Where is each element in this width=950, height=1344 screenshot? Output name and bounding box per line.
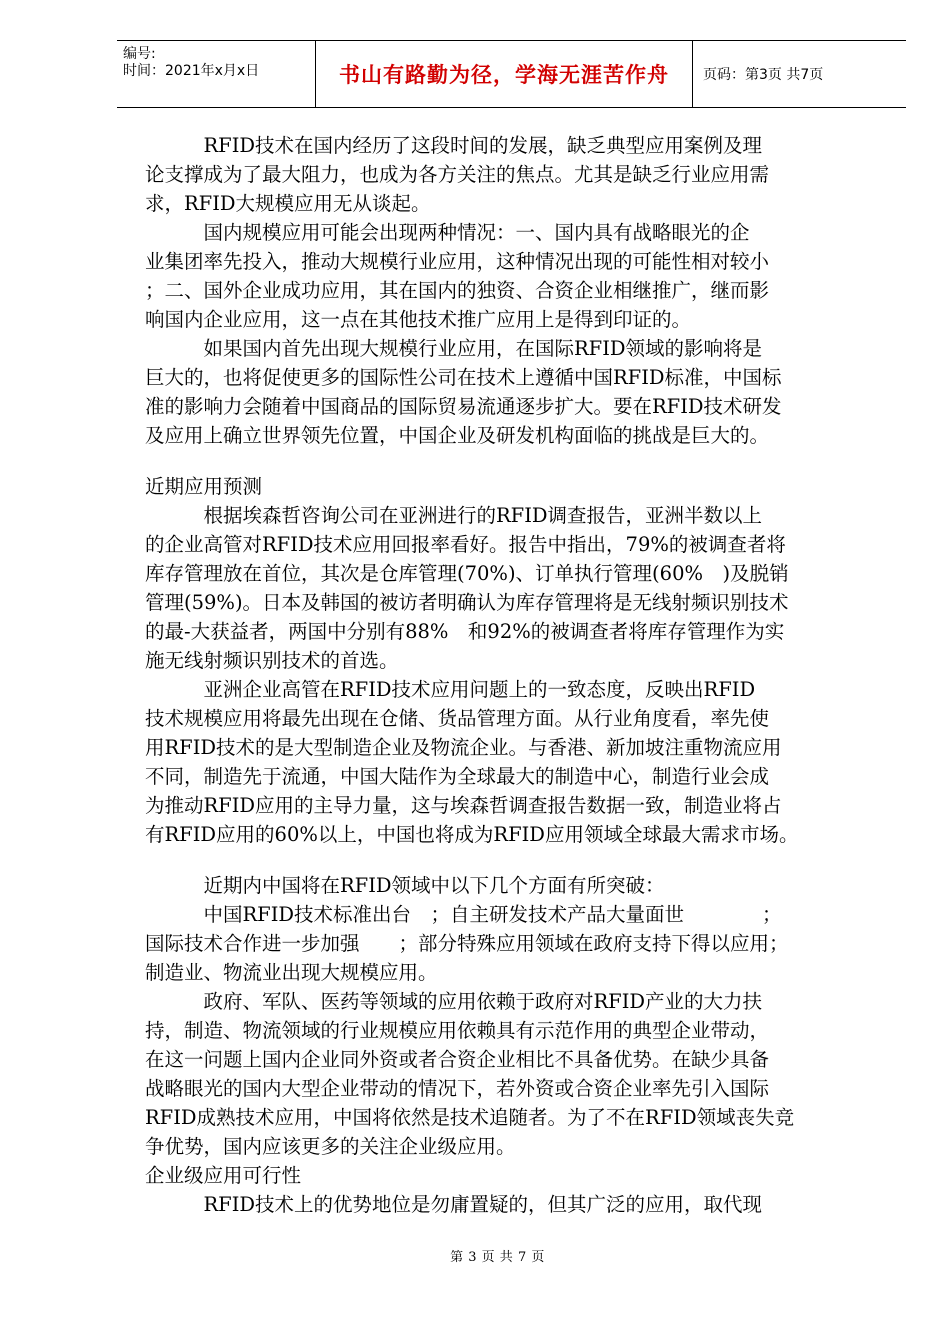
text-line: 技术规模应用将最先出现在仓储、货品管理方面。从行业角度看，率先使 — [145, 707, 770, 730]
text-line: 及应用上确立世界领先位置，中国企业及研发机构面临的挑战是巨大的。 — [145, 424, 770, 447]
text-line: 有RFID应用的60%以上，中国也将成为RFID应用领域全球最大需求市场。 — [145, 823, 799, 846]
paragraph-gap — [145, 450, 872, 472]
text-line: 国际技术合作进一步加强 ；部分特殊应用领域在政府支持下得以应用； — [145, 932, 789, 955]
text-line: 的企业高管对RFID技术应用回报率看好。报告中指出，79%的被调查者将 — [145, 533, 786, 556]
text-line: 如果国内首先出现大规模行业应用，在国际RFID领域的影响将是 — [145, 337, 763, 360]
text-line: 争优势，国内应该更多的关注企业级应用。 — [145, 1135, 516, 1158]
text-line: 亚洲企业高管在RFID技术应用问题上的一致态度，反映出RFID — [145, 678, 756, 701]
text-line: 库存管理放在首位，其次是仓库管理(70%)、订单执行管理(60% )及脱销 — [145, 562, 789, 585]
text-line: 业集团率先投入，推动大规模行业应用，这种情况出现的可能性相对较小 — [145, 250, 770, 273]
text-line: 制造业、物流业出现大规模应用。 — [145, 961, 438, 984]
text-line: 用RFID技术的是大型制造企业及物流企业。与香港、新加坡注重物流应用 — [145, 736, 782, 759]
text-line: 近期应用预测 — [145, 475, 263, 498]
text-line: RFID成熟技术应用，中国将依然是技术追随者。为了不在RFID领域丧失竞 — [145, 1106, 795, 1129]
text-line: 的最-大获益者，两国中分别有88% 和92%的被调查者将库存管理作为实 — [145, 620, 785, 643]
text-line: 响国内企业应用，这一点在其他技术推广应用上是得到印证的。 — [145, 308, 692, 331]
document-body — [145, 131, 872, 1219]
motto-text: 书山有路勤为径，学海无涯苦作舟 — [339, 63, 669, 87]
page-footer: 第 3 页 共 7 页 — [450, 1250, 545, 1265]
text-line: 中国RFID技术标准出台 ；自主研发技术产品大量面世 ； — [145, 903, 782, 926]
text-line: 近期内中国将在RFID领域中以下几个方面有所突破： — [145, 874, 665, 897]
page-header — [117, 40, 906, 108]
text-line: 为推动RFID应用的主导力量，这与埃森哲调查报告数据一致，制造业将占 — [145, 794, 782, 817]
text-line: 求，RFID大规模应用无从谈起。 — [145, 192, 431, 215]
header-motto-cell — [315, 41, 693, 107]
text-line: 根据埃森哲咨询公司在亚洲进行的RFID调查报告，亚洲半数以上 — [145, 504, 763, 527]
text-line: 管理(59%)。日本及韩国的被访者明确认为库存管理将是无线射频识别技术 — [145, 591, 789, 614]
text-line: 施无线射频识别技术的首选。 — [145, 649, 399, 672]
text-line: 持，制造、物流领域的行业规模应用依赖具有示范作用的典型企业带动， — [145, 1019, 770, 1042]
text-line: 企业级应用可行性 — [145, 1164, 302, 1187]
page-info: 页码：第3页 共7页 — [703, 67, 824, 83]
text-line: 不同，制造先于流通，中国大陆作为全球最大的制造中心，制造行业会成 — [145, 765, 770, 788]
text-line: ；二、国外企业成功应用，其在国内的独资、合资企业相继推广，继而影 — [145, 279, 770, 302]
text-line: 国内规模应用可能会出现两种情况：一、国内具有战略眼光的企 — [145, 221, 750, 244]
time-label: 时间：2021年x月x日 — [123, 63, 260, 79]
header-meta — [117, 41, 315, 107]
text-line: 巨大的，也将促使更多的国际性公司在技术上遵循中国RFID标准，中国标 — [145, 366, 782, 389]
header-page-cell — [693, 41, 906, 107]
text-line: RFID技术在国内经历了这段时间的发展，缺乏典型应用案例及理 — [145, 134, 763, 157]
text-line: 论支撑成为了最大阻力，也成为各方关注的焦点。尤其是缺乏行业应用需 — [145, 163, 770, 186]
text-line: 准的影响力会随着中国商品的国际贸易流通逐步扩大。要在RFID技术研发 — [145, 395, 782, 418]
text-line: 战略眼光的国内大型企业带动的情况下，若外资或合资企业率先引入国际 — [145, 1077, 770, 1100]
paragraph-gap — [145, 849, 872, 871]
serial-label: 编号: — [123, 46, 156, 62]
text-line: RFID技术上的优势地位是勿庸置疑的，但其广泛的应用，取代现 — [145, 1193, 763, 1216]
text-line: 在这一问题上国内企业同外资或者合资企业相比不具备优势。在缺少具备 — [145, 1048, 770, 1071]
text-line: 政府、军队、医药等领域的应用依赖于政府对RFID产业的大力扶 — [145, 990, 763, 1013]
